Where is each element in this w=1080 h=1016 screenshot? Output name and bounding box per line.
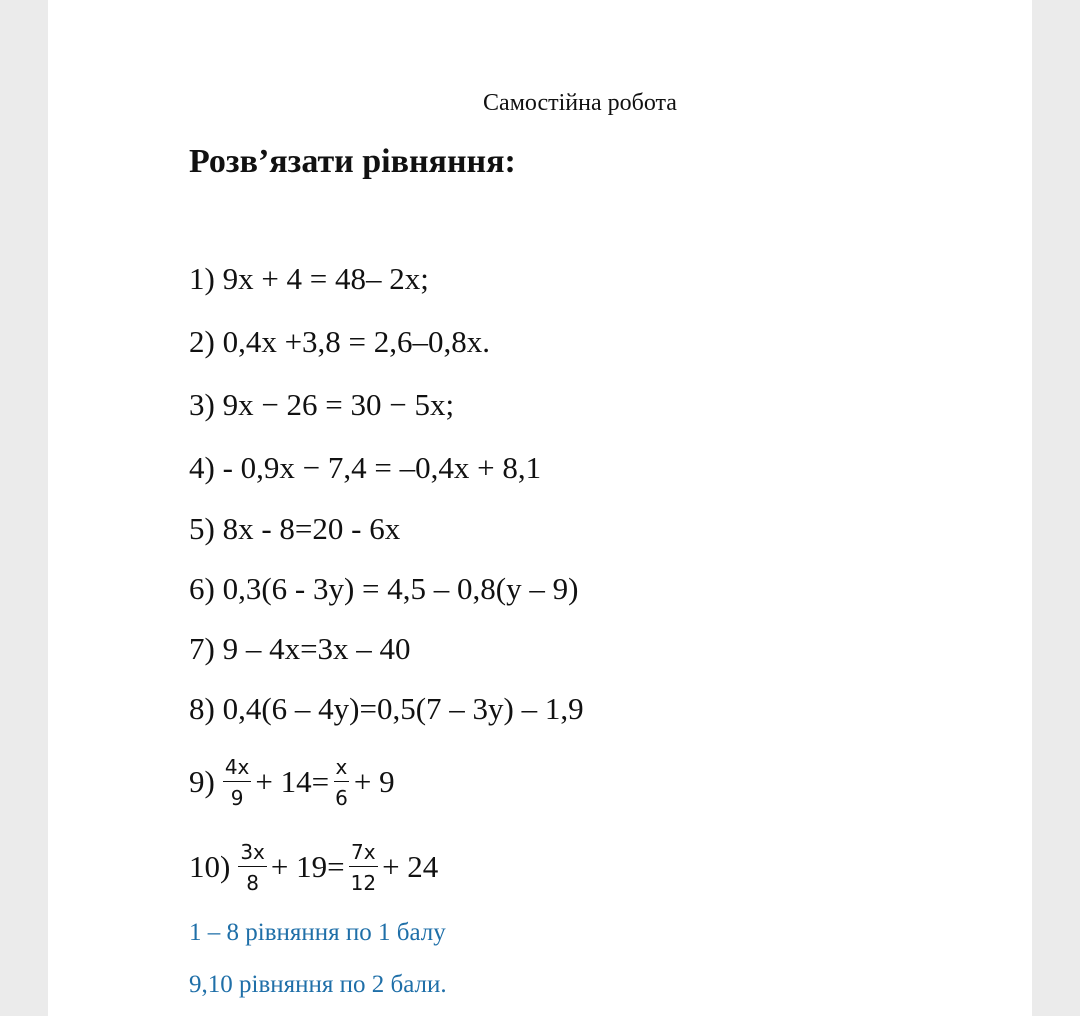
equation-5: 5) 8x - 8=20 - 6x — [189, 511, 401, 546]
equation-9 — [189, 747, 395, 817]
fraction-numerator: 4x — [223, 755, 252, 782]
document-title: Розв’язати рівняння: — [189, 143, 516, 180]
equation-3: 3) 9x − 26 = 30 − 5x; — [189, 387, 455, 422]
equation-2: 2) 0,4x +3,8 = 2,6–0,8x. — [189, 324, 491, 359]
equation-10-middle: + 19= — [270, 849, 345, 884]
equation-4: 4) - 0,9x − 7,4 = –0,4x + 8,1 — [189, 450, 542, 485]
equation-10-fraction-2 — [349, 840, 378, 895]
fraction-denominator: 9 — [230, 785, 244, 810]
fraction-numerator: 7x — [349, 840, 378, 867]
equation-9-fraction-1 — [223, 755, 252, 810]
scoring-note-2: 9,10 рівняння по 2 бали. — [189, 971, 447, 998]
equation-9-label: 9) — [189, 764, 215, 799]
equation-9-end: + 9 — [353, 764, 395, 799]
equation-10-label: 10) — [189, 849, 231, 884]
equation-10-end: + 24 — [382, 849, 439, 884]
equation-9-fraction-2 — [333, 755, 350, 810]
fraction-numerator: x — [334, 755, 350, 782]
fraction-denominator: 8 — [246, 870, 259, 895]
equation-10 — [189, 832, 438, 902]
equation-10-fraction-1 — [238, 840, 267, 895]
document-subtitle: Самостійна робота — [483, 90, 677, 116]
fraction-denominator: 12 — [350, 870, 377, 895]
equation-6: 6) 0,3(6 - 3y) = 4,5 – 0,8(y – 9) — [189, 571, 579, 606]
equation-8: 8) 0,4(6 – 4y)=0,5(7 – 3y) – 1,9 — [189, 691, 584, 726]
equation-9-middle: + 14= — [255, 764, 330, 799]
document-page — [48, 0, 1032, 1016]
equation-7: 7) 9 – 4x=3x – 40 — [189, 631, 411, 666]
scoring-note-1: 1 – 8 рівняння по 1 балу — [189, 919, 446, 946]
equation-1: 1) 9x + 4 = 48– 2x; — [189, 261, 429, 296]
fraction-denominator: 6 — [335, 785, 348, 810]
fraction-numerator: 3x — [238, 840, 267, 867]
